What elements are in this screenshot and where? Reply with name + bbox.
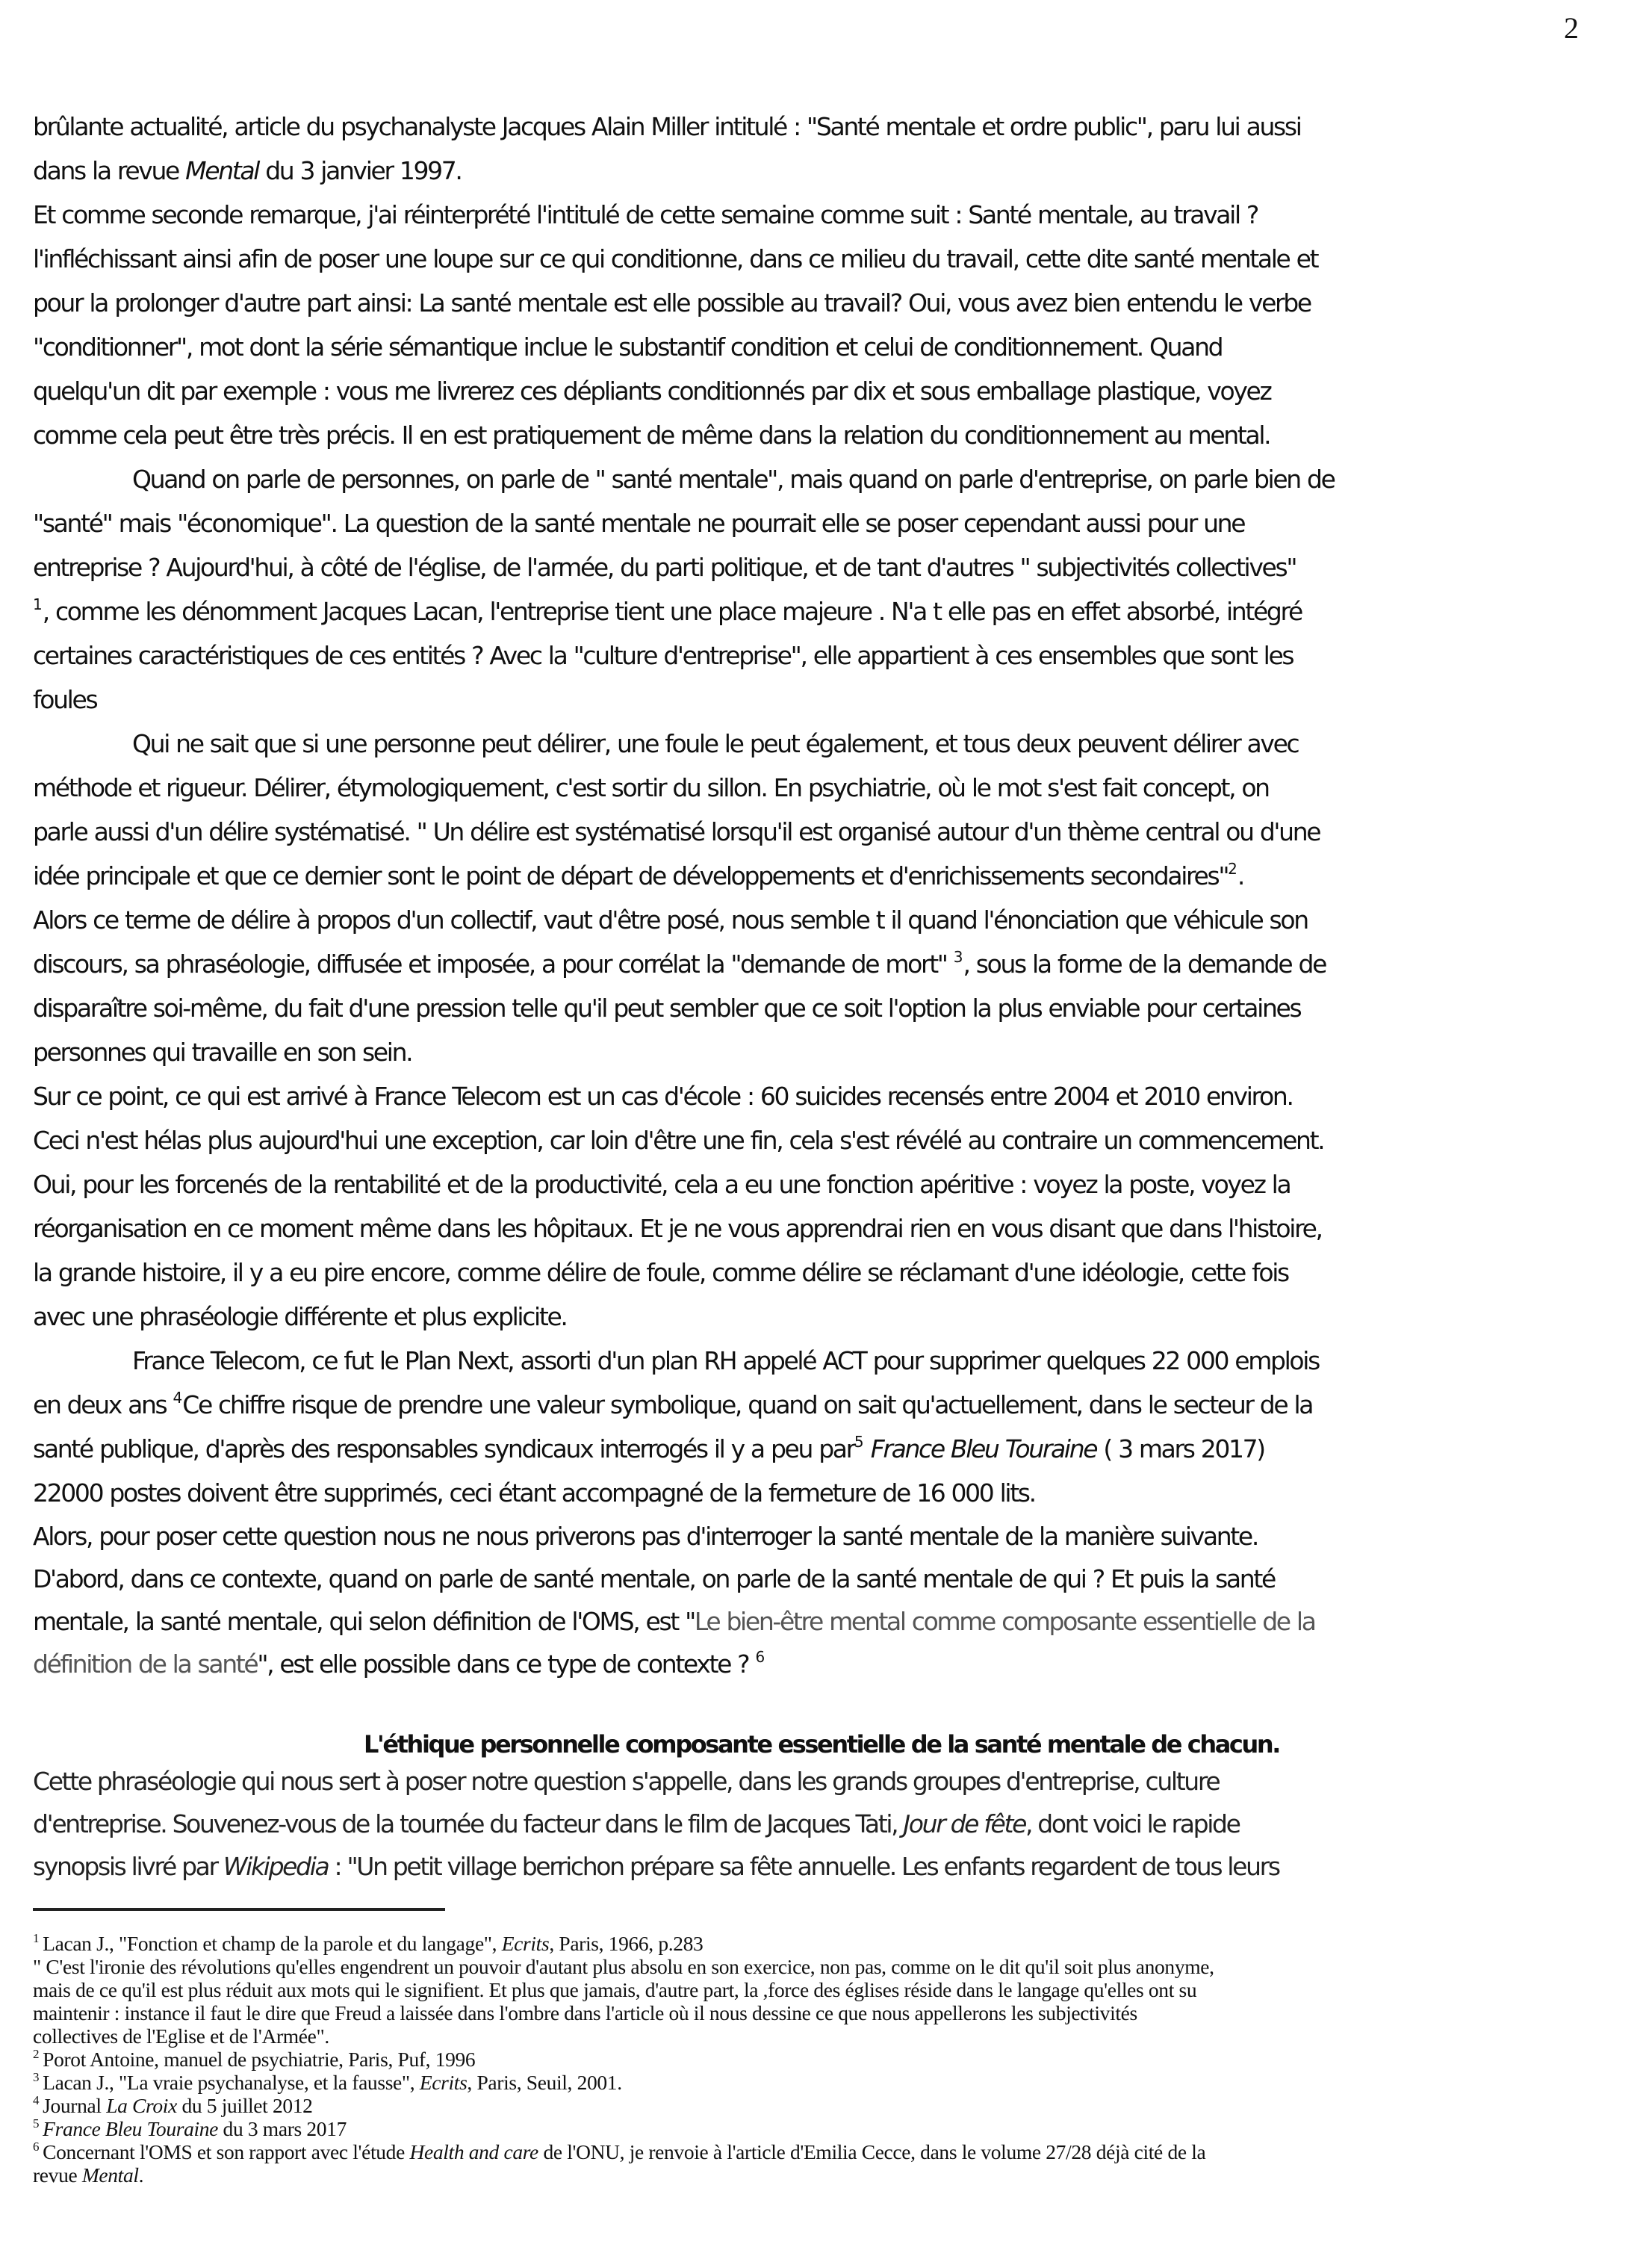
footnotes xyxy=(33,1932,1571,2187)
text-line: 22000 postes doivent être supprimés, ceci étant accompagné de la fermeture de 16 000 lits. xyxy=(33,1478,1035,1508)
text-line: discours, sa phraséologie, diffusée et imposée, a pour corrélat la "demande de mort" $^3$, sous la forme de la demande de xyxy=(33,948,1326,979)
text-line: pour la prolonger d'autre part ainsi: La santé mentale est elle possible au travail? Oui, vous avez bien entendu le verbe xyxy=(33,288,1311,317)
text-line: Qui ne sait que si une personne peut délirer, une foule le peut également, et tous deux peuvent délirer avec xyxy=(132,729,1299,758)
section-body xyxy=(33,1760,1556,1888)
footnote-1-quote: maintenir : instance il faut le dire que Freud a laissée dans l'ombre dans l'article où il nous dessine ce que nous appellerons les subjectivités xyxy=(33,2001,1137,2024)
section-heading: L'éthique personnelle composante essentielle de la santé mentale de chacun. xyxy=(363,1730,1280,1759)
text-line: Cette phraséologie qui nous sert à poser notre question s'appelle, dans les grands groupes d'entreprise, culture xyxy=(33,1767,1220,1796)
film-title: Jour de fête xyxy=(903,1809,1026,1838)
text-line: méthode et rigueur. Délirer, étymologiquement, c'est sortir du sillon. En psychiatrie, où le mot s'est fait concept, on xyxy=(33,773,1269,802)
footnote-ref[interactable]: 4 xyxy=(173,1389,183,1407)
text-line: disparaître soi-même, du fait d'une pression telle qu'il peut sembler que ce soit l'option la plus enviable pour certaines xyxy=(33,994,1301,1023)
oms-quote: définition de la santé xyxy=(33,1649,258,1679)
source-title: France Bleu Touraine xyxy=(863,1434,1097,1463)
footnote-separator xyxy=(33,1908,445,1911)
text-line: la grande histoire, il y a eu pire encore, comme délire de foule, comme délire se réclamant d'une idéologie, cette fois xyxy=(33,1258,1288,1287)
text-line: réorganisation en ce moment même dans les hôpitaux. Et je ne vous apprendrai rien en vous disant que dans l'histoire, xyxy=(33,1214,1322,1243)
text-line: définition de la santé", est elle possible dans ce type de contexte ? $^6$ xyxy=(33,1648,765,1679)
text-line: $^1$, comme les dénomment Jacques Lacan, l'entreprise tient une place majeure . N'a t elle pas en effet absorbé, intégré xyxy=(33,595,1302,626)
text-line: santé publique, d'après des responsables syndicaux interrogés il y a peu par$^5$ France Bleu Touraine ( 3 mars 2017) xyxy=(33,1433,1264,1463)
text-line: certaines caractéristiques de ces entités ? Avec la "culture d'entreprise", elle appartient à ces ensembles que sont les xyxy=(33,641,1293,670)
text-line: brûlante actualité, article du psychanalyste Jacques Alain Miller intitulé : "Santé mentale et ordre public", paru lui aussi xyxy=(33,112,1301,141)
footnote-2: $^2$ Porot Antoine, manuel de psychiatrie, Paris, Puf, 1996 xyxy=(33,2047,476,2071)
text-line: "conditionner", mot dont la série sémantique inclue le substantif condition et celui de conditionnement. Quand xyxy=(33,332,1223,362)
oms-quote: Le bien-être mental comme composante essentielle de la xyxy=(694,1607,1315,1636)
text-line: Et comme seconde remarque, j'ai réinterprété l'intitulé de cette semaine comme suit : Santé mentale, au travail ? xyxy=(33,200,1258,229)
text-line: Oui, pour les forcenés de la rentabilité et de la productivité, cela a eu une fonction apéritive : voyez la poste, voyez la xyxy=(33,1170,1291,1199)
body-text xyxy=(33,105,1556,1685)
footnote-ref[interactable]: 3 xyxy=(953,948,963,966)
journal-title: Mental xyxy=(185,156,259,185)
text-line: d'entreprise. Souvenez-vous de la tournée du facteur dans le film de Jacques Tati, Jour de fête, dont voici le rapide xyxy=(33,1809,1240,1838)
source-title: Wikipedia xyxy=(223,1852,329,1881)
text-line: synopsis livré par Wikipedia : "Un petit village berrichon prépare sa fête annuelle. Les enfants regardent de tous leurs xyxy=(33,1852,1279,1881)
footnote-6-cont: revue Mental. xyxy=(33,2163,144,2187)
text-line: idée principale et que ce dernier sont le point de départ de développements et d'enrichissements secondaires"$^2$. xyxy=(33,860,1244,890)
footnote-1-quote: collectives de l'Eglise et de l'Armée". xyxy=(33,2024,329,2048)
text-line: Quand on parle de personnes, on parle de " santé mentale", mais quand on parle d'entreprise, on parle bien de xyxy=(132,465,1335,494)
text-line: entreprise ? Aujourd'hui, à côté de l'église, de l'armée, du parti politique, et de tant d'autres " subjectivités collectives" xyxy=(33,553,1296,582)
footnote-ref[interactable]: 5 xyxy=(854,1433,864,1451)
text-line: mentale, la santé mentale, qui selon définition de l'OMS, est "Le bien-être mental comme composante essentielle de la xyxy=(33,1607,1315,1636)
footnote-1: $^1$ Lacan J., "Fonction et champ de la parole et du langage", Ecrits, Paris, 1966, p.283 xyxy=(33,1931,704,1955)
page-number: 2 xyxy=(1564,11,1579,45)
text-line: l'infléchissant ainsi afin de poser une loupe sur ce qui conditionne, dans ce milieu du travail, cette dite santé mentale et xyxy=(33,244,1318,273)
footnote-5: $^5$ France Bleu Touraine du 3 mars 2017 xyxy=(33,2116,347,2140)
footnote-1-quote: " C'est l'ironie des révolutions qu'elles engendrent un pouvoir d'autant plus absolu en son exercice, non pas, comme on le dit qu'il soit plus anonyme, xyxy=(33,1955,1214,1978)
text-line: en deux ans $^4$Ce chiffre risque de prendre une valeur symbolique, quand on sait qu'actuellement, dans le secteur de la xyxy=(33,1389,1313,1419)
text-line: Alors ce terme de délire à propos d'un collectif, vaut d'être posé, nous semble t il quand l'énonciation que véhicule son xyxy=(33,905,1308,935)
text-line: France Telecom, ce fut le Plan Next, assorti d'un plan RH appelé ACT pour supprimer quelques 22 000 emplois xyxy=(132,1346,1319,1375)
text-line: dans la revue Mental du 3 janvier 1997. xyxy=(33,156,462,185)
text-line: quelqu'un dit par exemple : vous me livrerez ces dépliants conditionnés par dix et sous emballage plastique, voyez xyxy=(33,377,1271,406)
text-line: avec une phraséologie différente et plus explicite. xyxy=(33,1302,567,1331)
footnote-ref[interactable]: 6 xyxy=(755,1648,765,1666)
text-line: personnes qui travaille en son sein. xyxy=(33,1038,412,1067)
footnote-6: $^6$ Concernant l'OMS et son rapport avec l'étude Health and care de l'ONU, je renvoie à l'article d'Emilia Cecce, dans le volume 27/28 déjà cité de la xyxy=(33,2140,1206,2163)
text-line: Sur ce point, ce qui est arrivé à France Telecom est un cas d'école : 60 suicides recensés entre 2004 et 2010 environ. xyxy=(33,1082,1293,1111)
text-line: "santé" mais "économique". La question de la santé mentale ne pourrait elle se poser cependant aussi pour une xyxy=(33,509,1245,538)
footnote-ref[interactable]: 1 xyxy=(33,595,43,613)
footnote-4: $^4$ Journal La Croix du 5 juillet 2012 xyxy=(33,2093,313,2117)
text-line: parle aussi d'un délire systématisé. " Un délire est systématisé lorsqu'il est organisé autour d'un thème central ou d'une xyxy=(33,817,1320,846)
text-line: foules xyxy=(33,685,97,714)
footnote-1-quote: mais de ce qu'il est plus réduit aux mots qui le signifient. Et plus que jamais, d'autre part, la ,force des églises réside dans le langage qu'elles ont su xyxy=(33,1978,1197,2001)
text-line: comme cela peut être très précis. Il en est pratiquement de même dans la relation du conditionnement au mental. xyxy=(33,421,1270,450)
footnote-ref[interactable]: 2 xyxy=(1228,860,1237,878)
text-line: Ceci n'est hélas plus aujourd'hui une exception, car loin d'être une fin, cela s'est révélé au contraire un commencement. xyxy=(33,1126,1324,1155)
footnote-3: $^3$ Lacan J., "La vraie psychanalyse, et la fausse", Ecrits, Paris, Seuil, 2001. xyxy=(33,2070,622,2094)
text-line: Alors, pour poser cette question nous ne nous priverons pas d'interroger la santé mentale de la manière suivante. xyxy=(33,1522,1258,1551)
text-line: D'abord, dans ce contexte, quand on parle de santé mentale, on parle de la santé mentale de qui ? Et puis la santé xyxy=(33,1564,1275,1593)
